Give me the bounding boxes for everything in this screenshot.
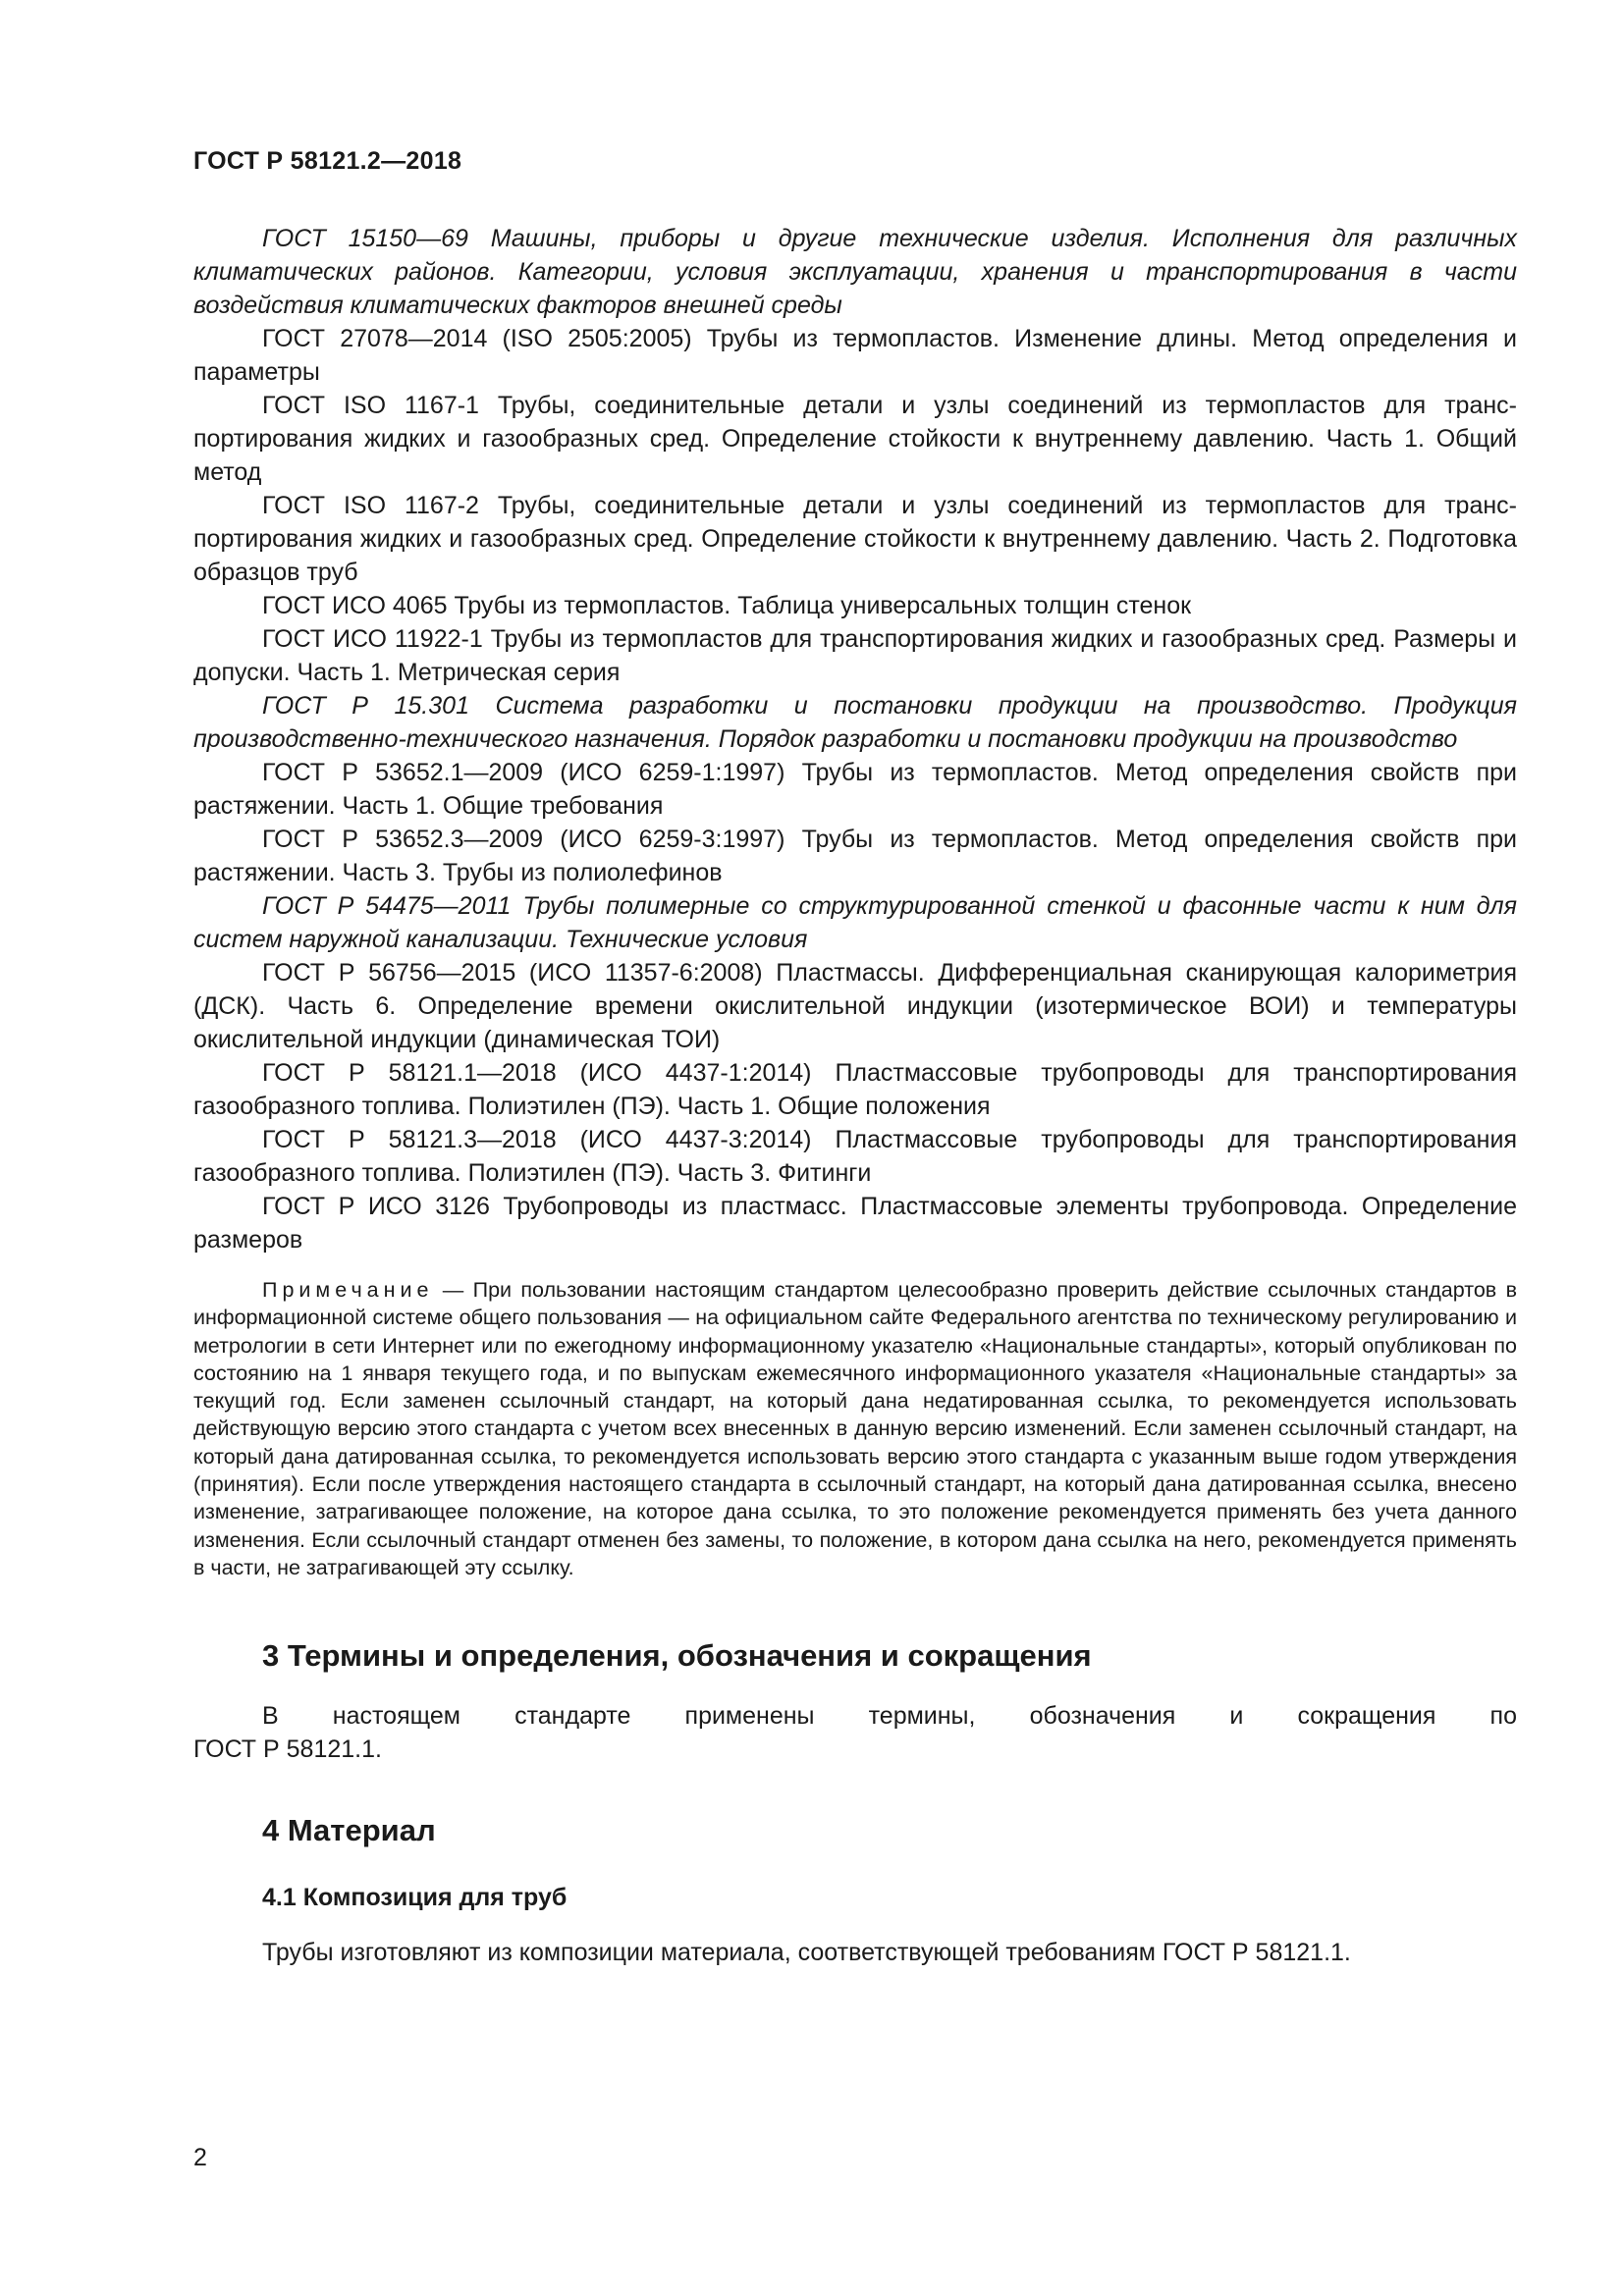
note-text: — При пользовании настоящим стандартом целесообразно проверить действие ссылочных стандартов в информационной системе общего пользования — на официальном сайте Федерального агентства по техническому регулированию и метрологии в сети Интернет или по ежегодному информационному указателю «Национальные стандарты», который опубликован по состоянию на 1 января текущего года, и по выпускам ежемесячного информационного указателя «Национальные стандарты» за текущий год. Если заменен ссылочный стандарт, на который дана недатированная ссылка, то рекомендуется использовать действующую версию этого стандарта с учетом всех внесенных в данную версию изменений. Если заменен ссылочный стандарт, на который дана датированная ссылка, то рекомендуется использовать версию этого стандарта с указанным выше годом утверждения (принятия). Если после утверждения настоящего стандарта в ссылочный стандарт, на который дана датированная ссылка, внесено изменение, затрагивающее положение, на которое дана ссылка, то это положение рекомендуется применять без учета данного изменения. Если ссылочный стандарт отменен без замены, то положение, в котором дана ссылка на него, рекомендуется применять в части, не затрагивающей эту ссылку. (193, 1278, 1517, 1579)
reference-item: ГОСТ ИСО 4065 Трубы из термопластов. Таблица универсальных толщин стенок (262, 592, 1192, 619)
section-3-text-line2: ГОСТ Р 58121.1. (193, 1735, 382, 1764)
reference-item: ГОСТ ISO 1167-1 Трубы, соединительные детали и узлы соединений из термопластов для транспортирования жидких и газообразных сред. Определение стойкости к внутреннему давлению. Часть 1. Общий метод (193, 392, 1517, 486)
section-4-heading: 4 Материал (262, 1813, 436, 1848)
section-4-1-text: Трубы изготовляют из композиции материала, соответствующей требованиям ГОСТ Р 58121.1. (262, 1939, 1351, 1967)
reference-item: ГОСТ Р 58121.3—2018 (ИСО 4437-3:2014) Пластмассовые трубопроводы для транспортирования газообразного топлива. Полиэтилен (ПЭ). Часть 3. Фитинги (193, 1126, 1517, 1187)
references-list (193, 222, 1517, 1256)
reference-item: ГОСТ Р 15.301 Система разработки и постановки продукции на производство. Продукция производственно-технического назначения. Порядок разработки и постановки продукции на производство (193, 692, 1517, 753)
section-3-heading: 3 Термины и определения, обозначения и сокращения (262, 1638, 1092, 1674)
reference-item: ГОСТ ISO 1167-2 Трубы, соединительные детали и узлы соединений из термопластов для транспортирования жидких и газообразных сред. Определение стойкости к внутреннему давлению. Часть 2. Подготовка образцов труб (193, 492, 1517, 586)
reference-item: ГОСТ Р ИСО 3126 Трубопроводы из пластмасс. Пластмассовые элементы трубопровода. Определение размеров (193, 1193, 1517, 1254)
reference-item: ГОСТ Р 53652.3—2009 (ИСО 6259-3:1997) Трубы из термопластов. Метод определения свойств при растяжении. Часть 3. Трубы из полиолефинов (193, 826, 1517, 886)
reference-item: ГОСТ 27078—2014 (ISO 2505:2005) Трубы из термопластов. Изменение длины. Метод определения и параметры (193, 325, 1517, 386)
reference-item: ГОСТ Р 56756—2015 (ИСО 11357-6:2008) Пластмассы. Дифференциальная сканирующая калориметрия (ДСК). Часть 6. Определение времени окислительной индукции (изотермическое ВОИ) и температуры окислительной индукции (динамическая ТОИ) (193, 959, 1517, 1053)
document-body (193, 222, 1517, 1969)
reference-item: ГОСТ 15150—69 Машины, приборы и другие технические изделия. Исполнения для различных климатических районов. Категории, условия эксплуатации, хранения и транспортирования в части воздействия климатических факторов внешней среды (193, 225, 1517, 319)
section-4-1-heading: 4.1 Композиция для труб (262, 1884, 568, 1912)
reference-item: ГОСТ Р 58121.1—2018 (ИСО 4437-1:2014) Пластмассовые трубопроводы для транспортирования газообразного топлива. Полиэтилен (ПЭ). Часть 1. Общие положения (193, 1059, 1517, 1120)
reference-item: ГОСТ ИСО 11922-1 Трубы из термопластов для транспортирования жидких и газообразных сред. Размеры и допуски. Часть 1. Метрическая серия (193, 625, 1517, 686)
reference-item: ГОСТ Р 53652.1—2009 (ИСО 6259-1:1997) Трубы из термопластов. Метод определения свойств при растяжении. Часть 1. Общие требования (193, 759, 1517, 820)
section-3-text-line1: В настоящем стандарте применены термины, обозначения и сокращения по (262, 1702, 1517, 1731)
page-number: 2 (193, 2144, 207, 2171)
reference-note (193, 1276, 1517, 1581)
document-header-code: ГОСТ Р 58121.2—2018 (193, 147, 462, 175)
note-label: Примечание (262, 1278, 434, 1302)
reference-item: ГОСТ Р 54475—2011 Трубы полимерные со структурированной стенкой и фасонные части к ним для систем наружной канализации. Технические условия (193, 892, 1517, 953)
